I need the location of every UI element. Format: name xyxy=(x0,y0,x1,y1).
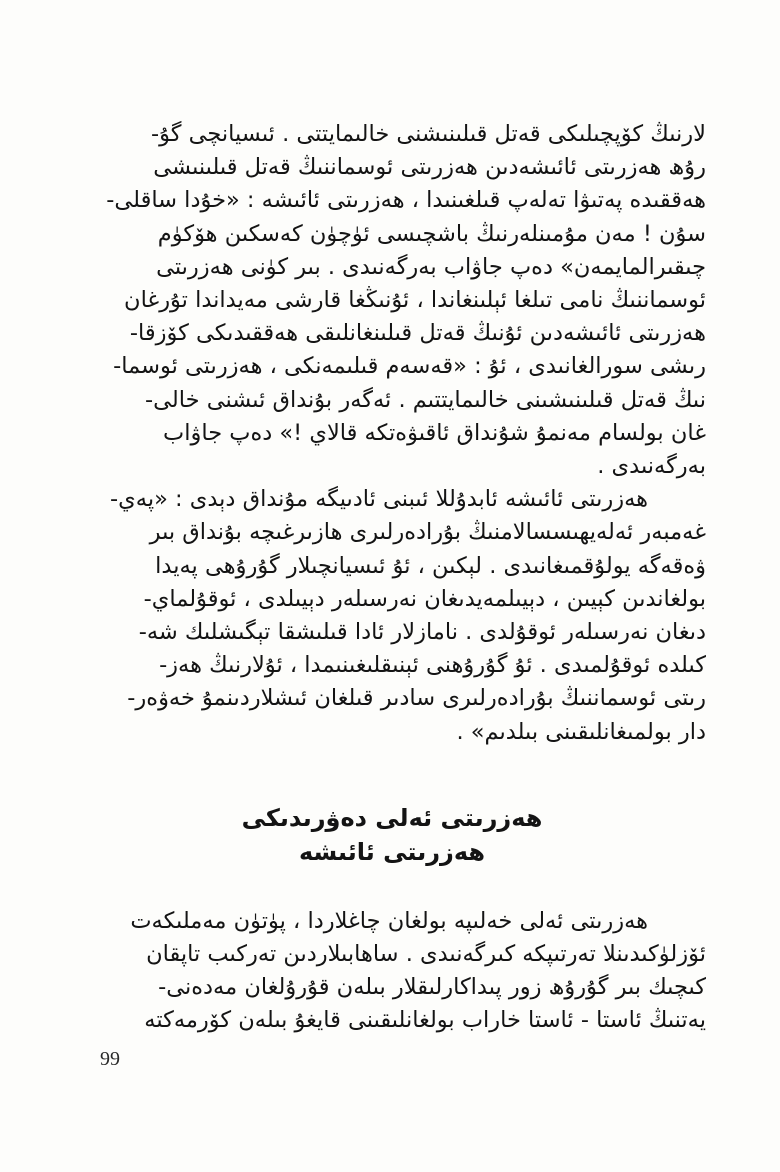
text-line: بولغاندىن كېيىن ، دېيىلمەيدىغان نەرسىلەر دېيىلدى ، ئوقۇلماي- xyxy=(143,585,706,612)
text-line: ھەزرىتى ئائىشەدىن ئۇنىڭ قەتل قىلىنغانلىقى ھەققىدىكى كۆزقا- xyxy=(129,320,706,347)
text-line: رىشى سورالغانىدى ، ئۇ : «قەسەم قىلىمەنكى ، ھەزرىتى ئوسما- xyxy=(113,353,706,380)
paragraph-3 xyxy=(78,905,706,1038)
text-line: ئوسماننىڭ نامى تىلغا ئېلىنغاندا ، ئۇنىڭغا قارشى مەيداندا تۇرغان xyxy=(124,287,706,314)
heading-line-2: ھەزرىتى ئائىشە xyxy=(298,837,486,866)
paragraph-2 xyxy=(78,483,706,749)
text-line: ھەزرىتى ئەلى خەلىپە بولغان چاغلاردا ، پۈتۈن مەملىكەت xyxy=(130,907,648,934)
text-line: رىتى ئوسماننىڭ بۇرادەرلىرى سادىر قىلغان ئىشلاردىنمۇ خەۋەر- xyxy=(127,685,706,712)
text-line: غەمبەر ئەلەيھىسسالامنىڭ بۇرادەرلىرى ھازىرغىچە بۇنداق بىر xyxy=(149,519,706,546)
text-line: غان بولسام مەنمۇ شۇنداق ئاقىۋەتكە قالاي !» دەپ جاۋاب xyxy=(163,419,706,446)
text-line: لارنىڭ كۆپچىلىكى قەتل قىلىنىشنى خالىمايتتى . ئىسيانچى گۇ- xyxy=(151,121,706,147)
section-heading xyxy=(78,801,706,869)
page-number: 99 xyxy=(100,1048,120,1070)
text-line: يەتنىڭ ئاستا - ئاستا خاراب بولغانلىقىنى قايغۇ بىلەن كۆرمەكتە xyxy=(144,1007,706,1034)
text-line: ئۆزلۈكىدىنلا تەرتىپكە كىرگەنىدى . ساھابىلاردىن تەركىب تاپقان xyxy=(146,941,706,968)
text-line: سۇن ! مەن مۇمىنلەرنىڭ باشچىسى ئۈچۈن كەسكىن ھۆكۈم xyxy=(157,220,706,247)
text-line: بەرگەنىدى . xyxy=(597,453,706,480)
text-line: رۇھ ھەزرىتى ئائىشەدىن ھەزرىتى ئوسماننىڭ قەتل قىلىنىشى xyxy=(153,154,706,181)
text-line: ھەققىدە پەتىۋا تەلەپ قىلغىنىدا ، ھەزرىتى ئائىشە : «خۇدا ساقلى- xyxy=(106,187,706,214)
text-line: ۋەقەگە يولۇقمىغانىدى . لېكىن ، ئۇ ئىسيانچىلار گۇرۇھى پەيدا xyxy=(155,552,706,579)
text-line: كىچىك بىر گۇرۇھ زور پىداكارلىقلار بىلەن قۇرۇلغان مەدەنى- xyxy=(158,974,706,1001)
heading-line-1: ھەزرىتى ئەلى دەۋرىدىكى xyxy=(241,803,543,832)
text-line: نىڭ قەتل قىلىنىشىنى خالىمايتتىم . ئەگەر بۇنداق ئىشنى خالى- xyxy=(145,386,706,413)
text-line: ھەزرىتى ئائىشە ئابدۇللا ئىبنى ئادىيگە مۇنداق دېدى : «پەي- xyxy=(110,486,648,513)
text-line: كىلدە ئوقۇلمىدى . ئۇ گۇرۇھنى ئېنىقلىغىنىمدا ، ئۇلارنىڭ ھەز- xyxy=(159,652,706,679)
text-line: چىقىرالمايمەن» دەپ جاۋاب بەرگەنىدى . بىر كۈنى ھەزرىتى xyxy=(156,253,706,280)
text-line: دار بولمىغانلىقىنى بىلدىم» . xyxy=(456,718,706,745)
paragraph-1 xyxy=(78,118,706,483)
text-line: دىغان نەرسىلەر ئوقۇلدى . نامازلار ئادا قىلىشقا تېگىشلىك شە- xyxy=(138,619,706,646)
book-page xyxy=(78,118,706,1038)
